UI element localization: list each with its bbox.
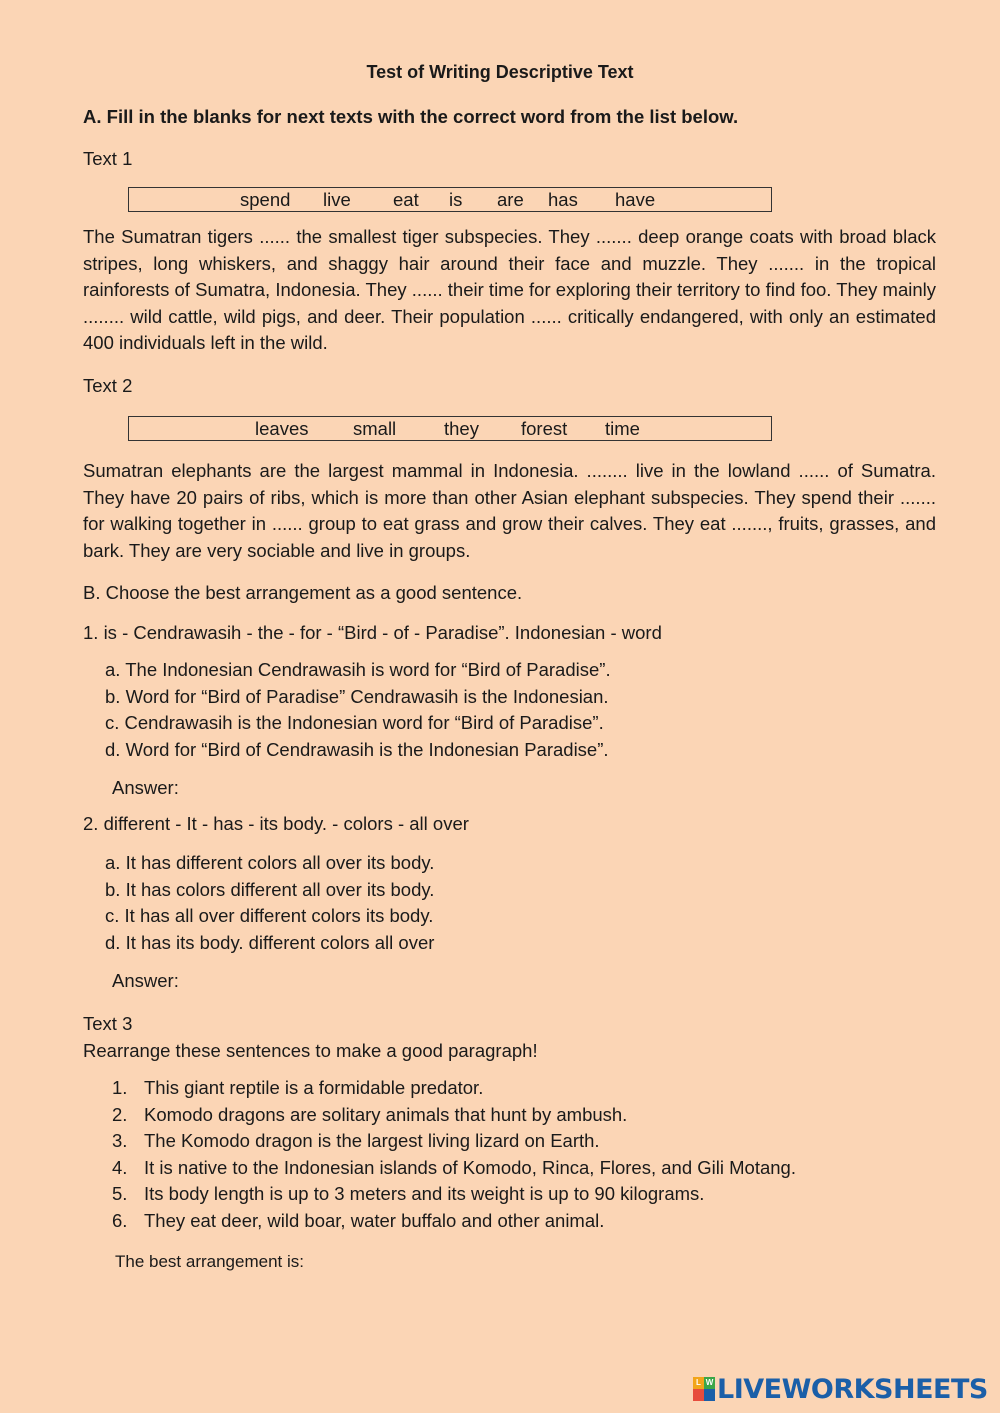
option-a[interactable]: a. The Indonesian Cendrawasih is word for “Bird of Paradise”.: [105, 659, 611, 680]
word-bank-item: forest: [521, 418, 568, 439]
text2-paragraph: Sumatran elephants are the largest mammal in Indonesia. ........ live in the lowland ...... of Sumatra. They have 20 pairs of ribs, which is more than other Asian elephant subspecies. They spend their ....... for walking together in ...... group to eat grass and grow their calves. They eat ......., fruits, grasses, and bark. They are very sociable and live in groups.: [83, 460, 936, 561]
list-item: 1. This giant reptile is a formidable predator.: [112, 1077, 484, 1098]
question-1-options: [105, 657, 611, 763]
text1-word-bank: [128, 187, 772, 212]
list-item: 6. They eat deer, wild boar, water buffalo and other animal.: [112, 1209, 605, 1231]
option-b[interactable]: b. Word for “Bird of Paradise” Cendrawasih is the Indonesian.: [105, 685, 609, 707]
option-c[interactable]: c. Cendrawasih is the Indonesian word for “Bird of Paradise”.: [105, 712, 604, 733]
text2-word-bank: [128, 416, 772, 441]
liveworksheets-logo: [693, 1373, 988, 1405]
best-arrangement-label: The best arrangement is:: [115, 1252, 304, 1271]
list-item: 3. The Komodo dragon is the largest living lizard on Earth.: [112, 1130, 600, 1151]
section-b-instruction: B. Choose the best arrangement as a good sentence.: [83, 582, 523, 603]
word-bank-item: leaves: [255, 418, 309, 439]
word-bank-item: is: [449, 189, 463, 210]
word-bank-item: live: [323, 189, 351, 210]
text2-label: Text 2: [83, 375, 133, 396]
word-bank-item: have: [615, 189, 656, 210]
word-bank-item: eat: [393, 189, 419, 210]
question-2-answer-label: Answer:: [112, 970, 179, 991]
word-bank-item: small: [353, 418, 397, 439]
option-c[interactable]: c. It has all over different colors its body.: [105, 905, 434, 926]
liveworksheets-logo-icon: L W: [693, 1377, 715, 1401]
logo-text: LIVEWORKSHEETS: [717, 1373, 988, 1405]
text3-sentence-list: [112, 1075, 796, 1234]
option-d[interactable]: d. It has its body. different colors all over: [105, 931, 435, 953]
question-1-answer-label: Answer:: [112, 777, 179, 798]
question-2-prompt: 2. different - It - has - its body. - colors - all over: [83, 813, 469, 834]
page-title: Test of Writing Descriptive Text: [366, 62, 634, 82]
question-2-options: [105, 850, 434, 956]
text3-instruction: Rearrange these sentences to make a good paragraph!: [83, 1040, 538, 1061]
word-bank-item: they: [444, 418, 479, 439]
option-a[interactable]: a. It has different colors all over its body.: [105, 852, 435, 873]
list-item: 5. Its body length is up to 3 meters and its weight is up to 90 kilograms.: [112, 1183, 705, 1204]
option-d[interactable]: d. Word for “Bird of Cendrawasih is the Indonesian Paradise”.: [105, 738, 609, 760]
word-bank-item: are: [497, 189, 524, 210]
section-a-instruction: A. Fill in the blanks for next texts with the correct word from the list below.: [83, 106, 739, 127]
question-1-prompt: 1. is - Cendrawasih - the - for - “Bird - of - Paradise”. Indonesian - word: [83, 622, 662, 643]
option-b[interactable]: b. It has colors different all over its body.: [105, 878, 435, 900]
text1-paragraph: The Sumatran tigers ...... the smallest tiger subspecies. They ....... deep orange coats with broad black stripes, long whiskers, and shaggy hair around their face and muzzle. They ....... in the tropical rainforests of Sumatra, Indonesia. They ...... their time for exploring their territory to find foo. They mainly ........ wild cattle, wild pigs, and deer. Their population ...... critically endangered, with only an estimated 400 individuals left in the wild.: [83, 226, 936, 353]
word-bank-item: time: [605, 418, 640, 439]
word-bank-item: spend: [240, 189, 291, 210]
word-bank-item: has: [548, 189, 578, 210]
text3-label: Text 3: [83, 1013, 133, 1034]
list-item: 2. Komodo dragons are solitary animals that hunt by ambush.: [112, 1103, 628, 1125]
list-item: 4. It is native to the Indonesian islands of Komodo, Rinca, Flores, and Gili Motang.: [112, 1156, 796, 1178]
text1-label: Text 1: [83, 148, 133, 169]
